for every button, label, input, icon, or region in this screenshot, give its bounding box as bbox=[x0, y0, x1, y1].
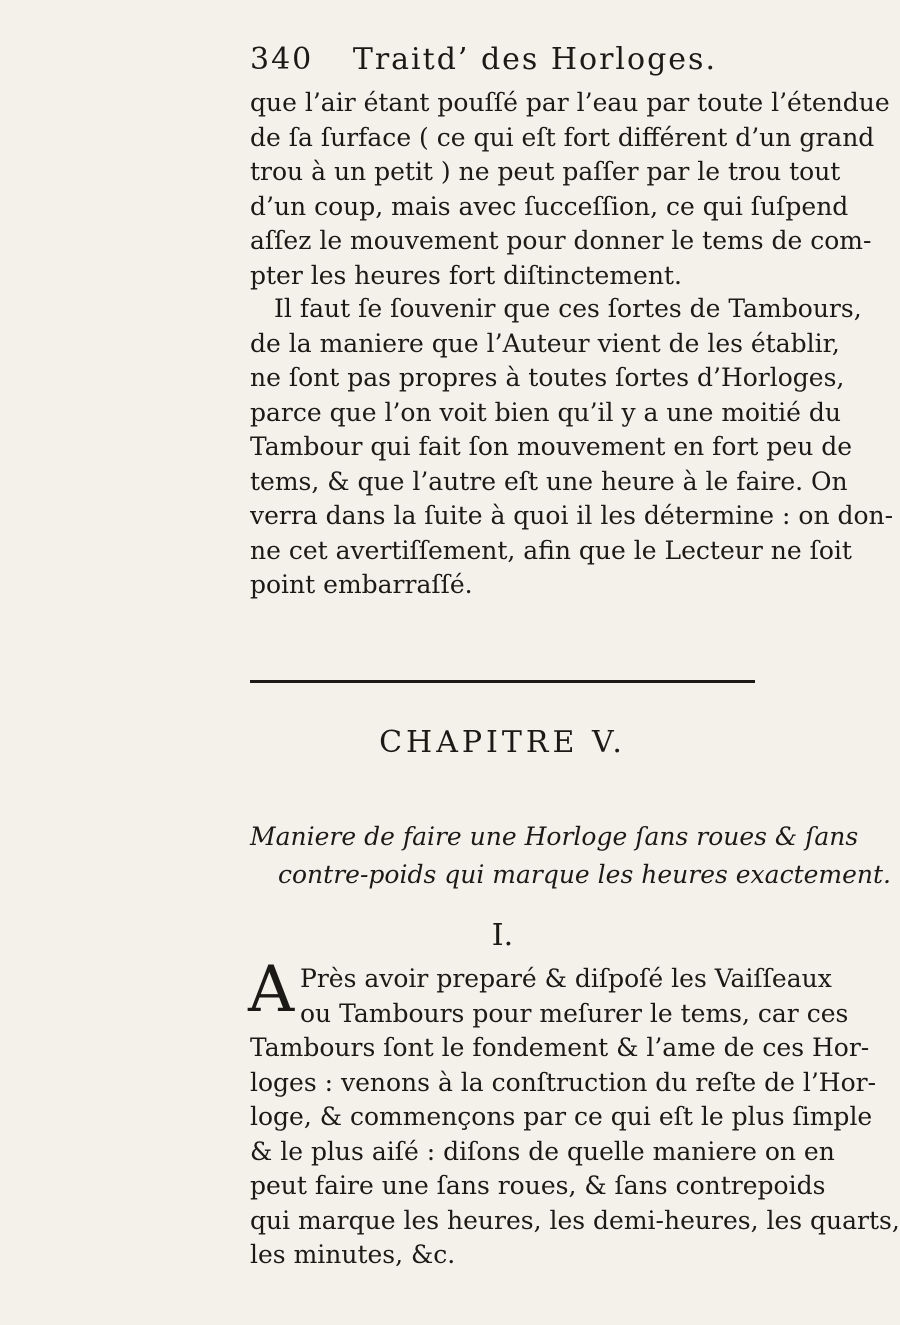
page-number: 340 bbox=[250, 42, 314, 77]
text-line: aſſez le mouvement pour donner le tems de com- bbox=[250, 226, 872, 255]
text-line: ou Tambours pour meſurer le tems, car ces bbox=[300, 998, 849, 1028]
text-line: Près avoir preparé & diſpoſé les Vaiſſeaux bbox=[300, 964, 832, 993]
running-header bbox=[250, 42, 717, 77]
text-line: de la maniere que l’Auteur vient de les établir, bbox=[250, 328, 840, 358]
text-line: parce que l’on voit bien qu’il y a une moitié du bbox=[250, 397, 841, 427]
paragraph-3 bbox=[250, 962, 900, 1273]
text-line: qui marque les heures, les demi-heures, les quarts, bbox=[250, 1205, 900, 1235]
paragraph-2 bbox=[250, 292, 894, 603]
text-line: point embarraſſé. bbox=[250, 570, 473, 599]
text-line: loge, & commençons par ce qui eſt le plus ſimple bbox=[250, 1102, 873, 1131]
text-line: de ſa ſurface ( ce qui eſt fort différent d’un grand bbox=[250, 122, 875, 152]
text-line: peut faire une ſans roues, & ſans contrepoids bbox=[250, 1171, 826, 1200]
text-line: Tambour qui fait ſon mouvement en fort peu de bbox=[250, 432, 853, 461]
text-line: tems, & que l’autre eſt une heure à le faire. On bbox=[250, 466, 848, 496]
section-divider bbox=[250, 680, 755, 683]
chapter-heading: CHAPITRE V. bbox=[379, 725, 626, 760]
text-line: ne ſont pas propres à toutes ſortes d’Horloges, bbox=[250, 363, 845, 392]
text-line: que l’air étant pouſſé par l’eau par toute l’étendue bbox=[250, 88, 890, 117]
text-line: loges : venons à la conſtruction du reſte de l’Hor- bbox=[250, 1067, 877, 1097]
text-line: & le plus aiſé : diſons de quelle maniere on en bbox=[250, 1136, 835, 1166]
drop-cap: A bbox=[248, 953, 295, 1027]
section-number: I. bbox=[491, 918, 514, 953]
text-line: trou à un petit ) ne peut paſſer par le trou tout bbox=[250, 157, 841, 186]
text-line: pter les heures fort diſtinctement. bbox=[250, 260, 682, 290]
text-line: verra dans la ſuite à quoi il les détermine : on don- bbox=[250, 501, 894, 530]
subtitle-line: contre-poids qui marque les heures exactement. bbox=[278, 860, 892, 889]
subtitle-line: Maniere de faire une Horloge ſans roues & ſans bbox=[250, 822, 859, 851]
paragraph-1 bbox=[250, 86, 890, 293]
running-title: Traitd’ des Horloges. bbox=[352, 42, 717, 77]
text-line: Tambours ſont le fondement & l’ame de ces Hor- bbox=[250, 1033, 870, 1062]
chapter-subtitle bbox=[250, 818, 892, 894]
text-line: les minutes, &c. bbox=[250, 1240, 456, 1269]
text-line: Il faut ſe ſouvenir que ces ſortes de Tambours, bbox=[274, 294, 862, 323]
text-line: d’un coup, mais avec ſucceſſion, ce qui ſuſpend bbox=[250, 191, 849, 221]
text-line: ne cet avertiſſement, afin que le Lecteur ne ſoit bbox=[250, 535, 852, 565]
